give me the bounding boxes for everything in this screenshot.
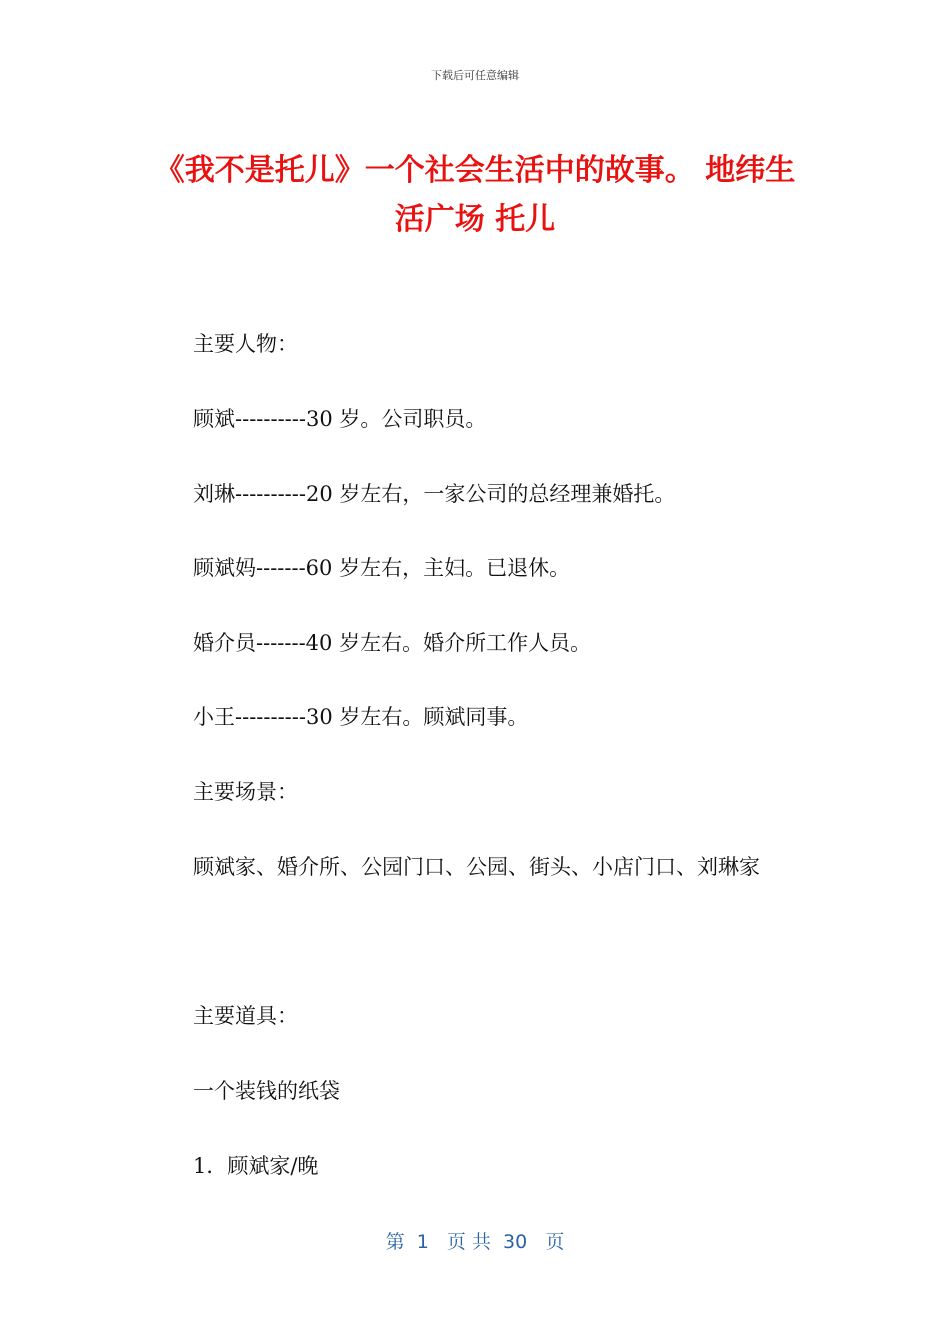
document-title: 《我不是托儿》一个社会生活中的故事。 地纬生活广场 托儿	[154, 153, 796, 237]
header-note: 下载后可任意编辑	[431, 69, 519, 82]
paragraph-character-matchmaker: 婚介员-------40 岁左右。婚介所工作人员。	[193, 631, 592, 655]
page-number-footer: 第 1 页 共 30 页	[385, 1231, 565, 1253]
paragraph-character-liu-lin: 刘琳----------20 岁左右，一家公司的总经理兼婚托。	[193, 482, 676, 506]
paragraph-character-gu-bin-mother: 顾斌妈-------60 岁左右，主妇。已退休。	[193, 556, 571, 580]
paragraph-prop-item: 一个装钱的纸袋	[193, 1079, 340, 1103]
paragraph-scene-1-heading: 1．顾斌家/晚	[193, 1154, 319, 1178]
paragraph-main-characters: 主要人物：	[193, 332, 298, 356]
paragraph-main-props: 主要道具：	[193, 1004, 298, 1028]
paragraph-character-xiao-wang: 小王----------30 岁左右。顾斌同事。	[193, 705, 529, 729]
paragraph-character-gu-bin: 顾斌----------30 岁。公司职员。	[193, 407, 487, 431]
paragraph-main-scenes: 主要场景：	[193, 780, 298, 804]
paragraph-scene-list: 顾斌家、婚介所、公园门口、公园、街头、小店门口、刘琳家	[193, 855, 760, 879]
